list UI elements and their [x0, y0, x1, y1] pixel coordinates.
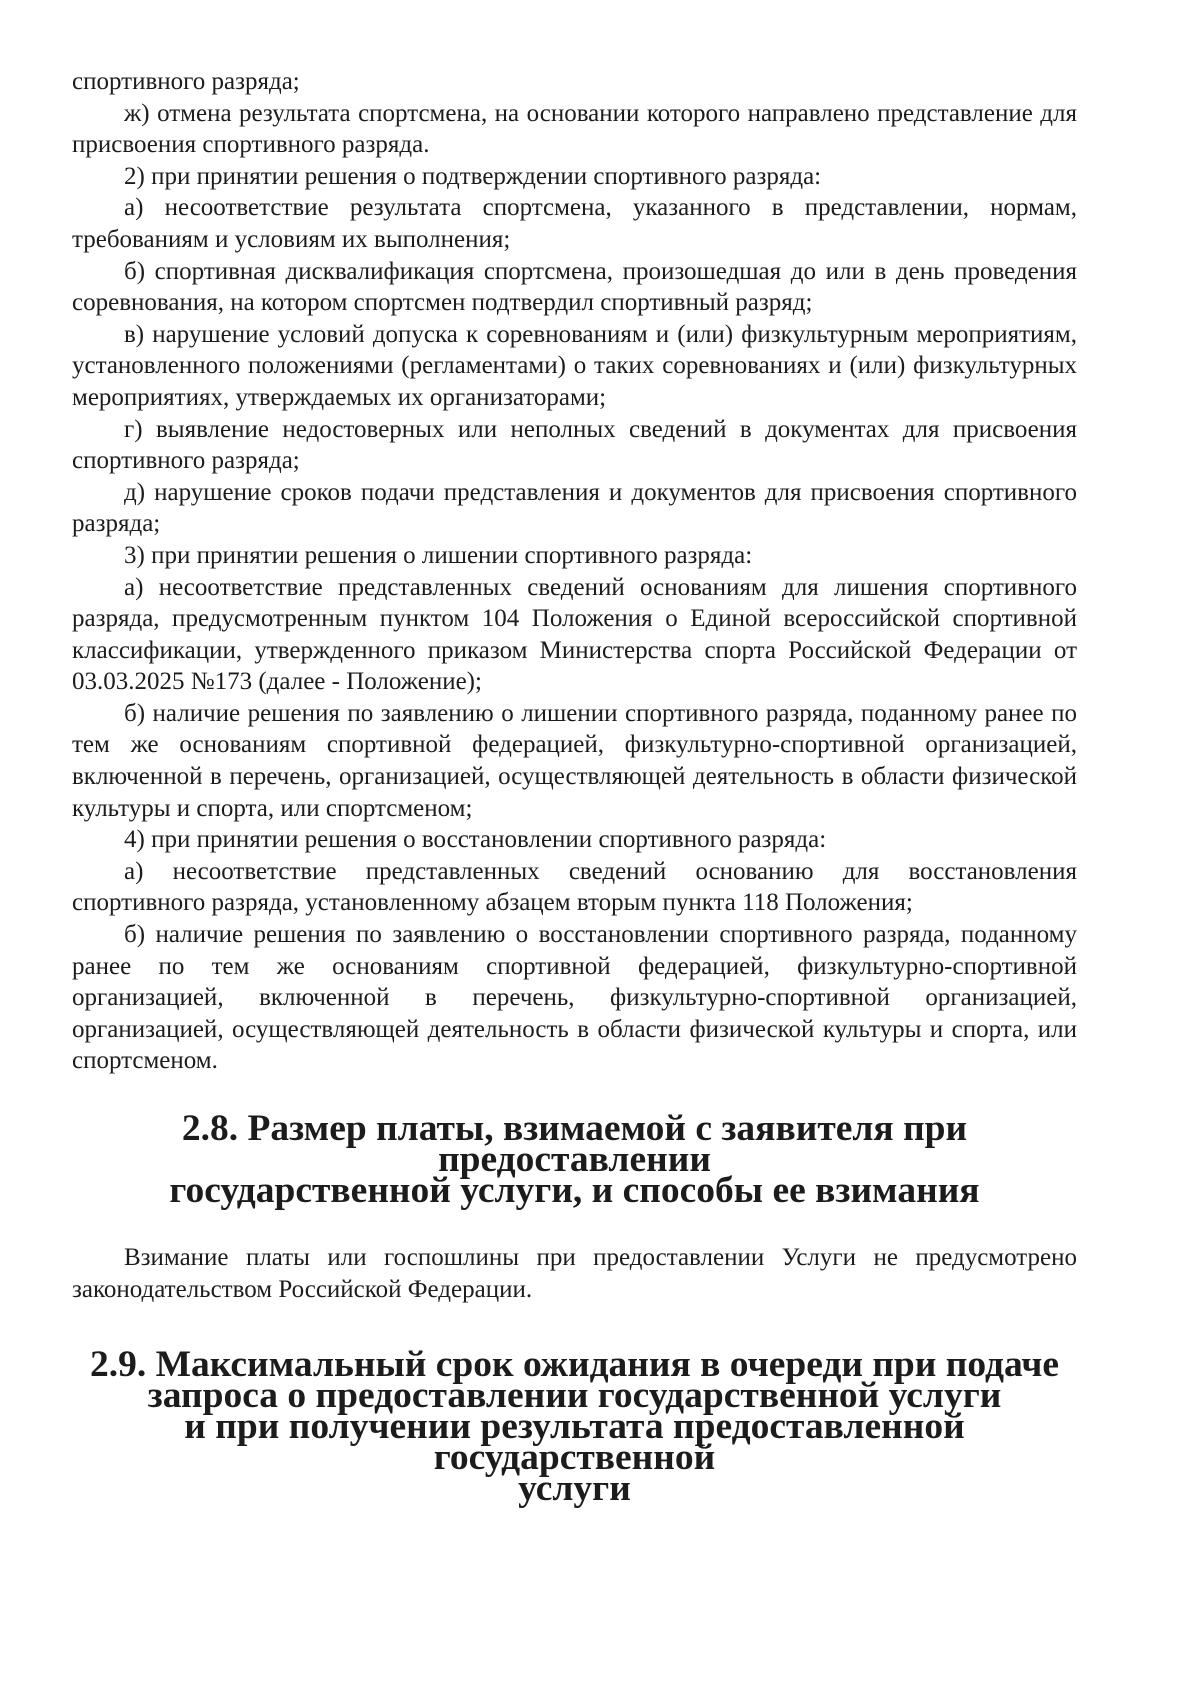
heading-line: услуги — [518, 1468, 631, 1510]
heading-line: государственной услуги, и способы ее взимания — [169, 1170, 980, 1211]
section-heading-2-8 — [72, 1108, 1077, 1211]
paragraph-item-2v: в) нарушение условий допуска к соревнованиям и (или) физкультурным мероприятиям, установленного положениями (регламентами) о таких соревнованиях и (или) физкультурных мероприятиях, утверждаемых их организаторами; — [72, 320, 1077, 411]
paragraph-item-2b: б) спортивная дисквалификация спортсмена, произошедшая до или в день проведения соревнования, на котором спортсмен подтвердил спортивный разряд; — [72, 257, 1077, 317]
heading-line: 2.9. Максимальный срок ожидания в очереди при подаче — [89, 1344, 1060, 1386]
paragraph-item-4b: б) наличие решения по заявлению о восстановлении спортивного разряда, поданному ранее по тем же основаниям спортивной федерацией, физкультурно-спортивной организацией, включенной в перечень, физкультурно-спортивной организацией, организацией, осуществляющей деятельность в области физической культуры и спорта, или спортсменом. — [72, 921, 1077, 1075]
paragraph-item-3: 3) при принятии решения о лишении спортивного разряда: — [124, 541, 753, 569]
spacer — [72, 1305, 1077, 1349]
heading-line: и при получении результата предоставленной государственной — [184, 1406, 965, 1479]
paragraph-item-2d: д) нарушение сроков подачи представления и документов для присвоения спортивного разряда; — [72, 478, 1077, 538]
paragraph-item-2g: г) выявление недостоверных или неполных сведений в документах для присвоения спортивного разряда; — [72, 415, 1077, 475]
heading-line: запроса о предоставлении государственной услуги — [147, 1375, 1002, 1417]
paragraph-item-3b: б) наличие решения по заявлению о лишении спортивного разряда, поданному ранее по тем же основаниям спортивной федерацией, физкультурно-спортивной организацией, включенной в перечень, организацией, осуществляющей деятельность в области физической культуры и спорта, или спортсменом; — [72, 699, 1077, 822]
section-heading-2-9 — [72, 1344, 1077, 1510]
spacer — [72, 1206, 1077, 1242]
paragraph-item-4: 4) при принятии решения о восстановлении спортивного разряда: — [124, 826, 827, 854]
paragraph-item-2a: а) несоответствие результата спортсмена, указанного в представлении, нормам, требованиям и условиям их выполнения; — [72, 194, 1077, 253]
document-page — [72, 66, 1077, 1510]
section-body-2-8: Взимание платы или госпошлины при предоставлении Услуги не предусмотрено законодательством Российской Федерации. — [72, 1244, 1077, 1303]
paragraph-item-3a: а) несоответствие представленных сведений основаниям для лишения спортивного разряда, предусмотренным пунктом 104 Положения о Единой всероссийской спортивной классификации, утвержденного приказом Министерства спорта Российской Федерации от 03.03.2025 №173 (далее - Положение); — [72, 573, 1077, 696]
paragraph-item-zh: ж) отмена результата спортсмена, на основании которого направлено представление для присвоения спортивного разряда. — [72, 99, 1077, 159]
paragraph-item-2: 2) при принятии решения о подтверждении спортивного разряда: — [124, 162, 822, 190]
paragraph-item-4a: а) несоответствие представленных сведений основанию для восстановления спортивного разряда, установленному абзацем вторым пункта 118 Положения; — [72, 857, 1077, 917]
heading-line: 2.8. Размер платы, взимаемой с заявителя при предоставлении — [181, 1108, 968, 1180]
paragraph-continuation: спортивного разряда; — [72, 68, 300, 95]
